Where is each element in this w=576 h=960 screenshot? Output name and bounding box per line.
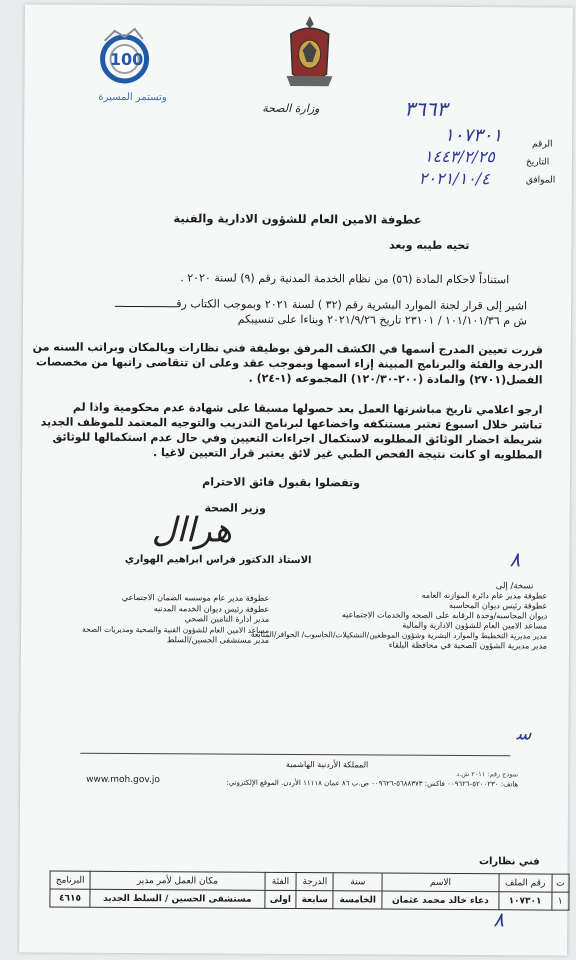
- handwritten-annotation-initials: ﺳ: [516, 723, 532, 745]
- logo-number: 100: [109, 49, 144, 70]
- paragraph-reference-line2: ش م ١٠١/١٠١/٣٦ / ٢٣١٠١ تاريخ ٢٠٢١/٩/٢٦ وبناءا على تنسيبكم: [237, 312, 528, 328]
- handwritten-annotation-bottom: ٨: [493, 907, 505, 932]
- paragraph-legal-basis: استناداً لاحكام المادة (٥٦) من نظام الخدمة المدنية رقم (٩) لسنة ٢٠٢٠ .: [180, 271, 510, 287]
- copy-recipient: مساعد الامين العام للشؤون الفنية والصحية ومديريات الصحة: [81, 624, 270, 635]
- closing: وتفضلوا بقبول فائق الاحترام: [202, 475, 361, 490]
- table-cell: ٤٦١٥: [50, 889, 90, 907]
- copies-left-list: [29, 592, 269, 646]
- document-page: [19, 4, 573, 955]
- copies-right-list: [250, 590, 548, 652]
- footer-contact: هاتف: ٥٢٠٠٢٣٠-٠٠٩٦٢٦ فاكس: ٥٦٨٨٣٧٣-٠٠٩٦٢٦ ص.ب ٨٦ عمان ١١١١٨ الأردن. الموقع الإلكتروني:: [226, 778, 519, 789]
- paragraph-instructions-line3: شريطة احضار الوثائق المطلوبه لاستكمال اجراءات التعيين وفي حال عدم استكمالها للوثائق: [52, 430, 543, 447]
- table-title: فني نظارات: [478, 856, 540, 868]
- ref-handwritten: ١٠٧٣٠١: [444, 124, 503, 147]
- column-header: الدرجة: [296, 873, 333, 891]
- footer-form-number: نموذج رقم: ٢٠١١ ش.د: [456, 769, 519, 779]
- paragraph-decision-line1: قررت تعيين المدرج أسمها في الكشف المرفق بوظيفة فني نظارات وبالمكان وبراتب السنه من: [32, 340, 543, 357]
- corresponding-handwritten: ٢٠٢١/١٠/٤: [418, 168, 490, 189]
- column-header: مكان العمل لأمر مدير: [90, 871, 265, 890]
- date-label: التاريخ: [525, 157, 550, 168]
- employees-table: [49, 871, 569, 911]
- copy-recipient: عطوفة مدير عام موسسه الضمان الاجتماعي: [121, 592, 270, 603]
- corresponding-label: الموافق: [525, 175, 556, 186]
- copy-recipient: عطوفة رئيس ديوان الخدمه المدنيه: [153, 603, 270, 614]
- copy-recipient: عطوفة مدير عام دائرة الموازنه العامه: [421, 590, 548, 601]
- copy-recipient: عطوفة رئيس ديوان المحاسبه: [448, 600, 548, 611]
- paragraph-reference-line1: اشير إلى قرار لجنة الموارد البشرية رقم (٣٢ ) لسنة ٢٠٢١ وبموجب الكتاب رقـــــــــــــــــــ: [115, 296, 528, 313]
- column-header: ت: [552, 874, 569, 892]
- copy-recipient: مدير مستشفى الحسين/السلط: [166, 635, 270, 645]
- paragraph-instructions-line4: المطلوبه او كانت نتيجة الفحص الطبي غير لائق يعتبر قرار التعيين لاغيا .: [152, 446, 543, 462]
- column-header: رقم الملف: [499, 874, 552, 892]
- column-header: سنة: [333, 873, 382, 891]
- table-cell: دعاء خالد محمد عثمان: [382, 891, 499, 910]
- jordan-crest-emblem: [282, 14, 337, 104]
- greeting: تحيه طيبه وبعد: [388, 238, 470, 253]
- table-cell: ١٠٧٣٠١: [499, 892, 552, 910]
- table-cell: ١: [552, 892, 569, 910]
- copy-recipient: مدير ادارة التامين الصحي: [184, 614, 270, 624]
- signer-title: وزير الصحة: [204, 501, 266, 515]
- table-row: [50, 889, 569, 910]
- paragraph-decision-line3: الفصل(٢٧٠١) والمادة (٢٠٠-١٢٠/٣٠) المجموعه (١-٢٤) .: [248, 371, 543, 387]
- signer-name: الاستاذ الدكتور فراس ابراهيم الهواري: [124, 553, 312, 567]
- copy-recipient: مدير مديرية التخطيط والموارد البشرية وشؤون الموظفين/التشكيلات/الحاسوب/ الحوافز/المتابعة: [250, 629, 548, 641]
- table-cell: مستشفى الحسين / السلط الجديد: [90, 889, 265, 908]
- addressee: عطوفة الامين العام للشؤون الادارية والفنية: [173, 211, 422, 227]
- column-header: الفئة: [265, 872, 297, 890]
- logo-tagline: وتستمر المسيرة: [98, 91, 167, 104]
- paragraph-instructions-line2: تباشر خلال اسبوع تعتبر مستنكفه واخضاعها لبرنامج التدريب والتوجيه المعتمد للموظف الجديد: [40, 415, 543, 432]
- copy-recipient: مساعد الامين العام للشؤون الادارية والمالية: [402, 620, 548, 631]
- column-header: البرنامج: [50, 871, 90, 889]
- paragraph-instructions-line1: ارجو اعلامي تاريخ مباشرتها العمل بعد حصولها مسبقا على شهادة عدم محكومية واذا لم: [72, 400, 543, 417]
- copies-label: نسخة/ إلى: [495, 581, 534, 592]
- footer-website: www.moh.gov.jo: [86, 774, 160, 786]
- handwritten-annotation-right: ٨: [509, 547, 521, 572]
- table-cell: سابعة: [296, 891, 333, 909]
- table-cell: الخامسة: [333, 891, 382, 909]
- table-cell: اولى: [265, 890, 297, 908]
- ministry-name: وزارة الصحة: [262, 101, 320, 116]
- paragraph-decision-line2: الدرجة والفئة والبرنامج المبينة إزاء اسمها وبموجب عقد وعلى ان تتقاضى راتبها من مخصصات: [35, 355, 543, 372]
- signature: ﻫﺮﺍﺍﻝ: [151, 510, 233, 551]
- copy-recipient: مدير مديرية الشؤون الصحية في محافظة البلقاء: [388, 640, 548, 651]
- footer-divider: [80, 753, 510, 757]
- column-header: الاسم: [382, 873, 499, 892]
- ref-handwritten-top: ٣٦٦٣: [404, 96, 448, 121]
- footer-kingdom: المملكة الأردنية الهاشمية: [285, 759, 369, 770]
- ref-label: الرقم: [532, 139, 553, 150]
- copy-recipient: ديوان المحاسبه/وحدة الرقابه على الصحه والخدمات الاجتماعيه: [341, 610, 548, 621]
- date-handwritten: ١٤٤٣/٢/٢٥: [423, 146, 495, 167]
